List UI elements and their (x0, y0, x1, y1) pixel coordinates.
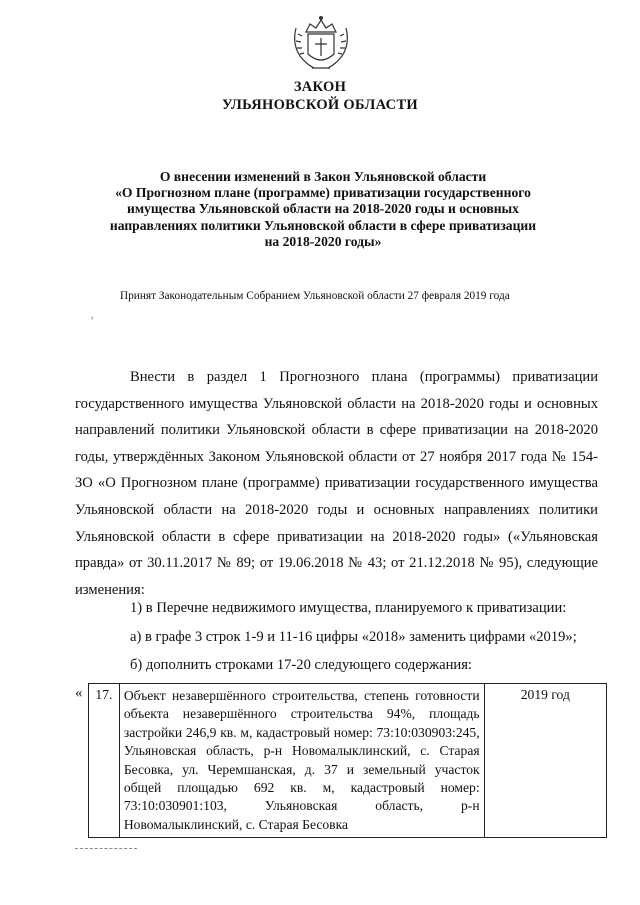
scan-mark: , (91, 310, 94, 321)
law-title-line: на 2018-2020 годы» (264, 233, 382, 249)
property-table (88, 683, 607, 838)
list-item-a: а) в графе 3 строк 1-9 и 11-16 цифры «2018» заменить цифрами «2019»; (130, 629, 577, 645)
law-title-line: «О Прогнозном плане (программе) приватизации государственного (115, 185, 531, 201)
law-title (88, 169, 558, 250)
law-title-line: О внесении изменений в Закон Ульяновской области (159, 169, 487, 184)
row-number: 17. (89, 684, 120, 838)
row-description: Объект незавершённого строительства, степень готовности объекта незавершённого строительства 94%, площадь застройки 246,9 кв. м, кадастровый номер: 73:10:030903:245, Ульяновская область, р-н Новомалыклинский, с. Старая Бесовка, ул. Черемшанская, д. 37 и земельный участок общей площадью 692 кв. м, кадастровый номер: 73:10:030901:103, Ульяновская область, р-н Новомалыклинский, с. Старая Бесовка (119, 684, 484, 838)
list-item-b: б) дополнить строками 17-20 следующего содержания: (130, 657, 472, 673)
list-item-1: 1) в Перечне недвижимого имущества, планируемого к приватизации: (130, 600, 567, 616)
page-edge-mark (75, 848, 137, 849)
issuing-region: УЛЬЯНОВСКОЙ ОБЛАСТИ (221, 97, 419, 113)
law-title-line: имущества Ульяновской области на 2018-2020 годы и основных (127, 201, 519, 217)
document-type: ЗАКОН (293, 79, 347, 95)
coat-of-arms-emblem (290, 10, 352, 74)
table-row (89, 684, 607, 838)
adoption-note: Принят Законодательным Собранием Ульяновской области 27 февраля 2019 года (120, 290, 510, 302)
law-title-line: направлениях политики Ульяновской области в сфере приватизации (109, 217, 537, 233)
opening-quote: « (75, 685, 83, 701)
row-year: 2019 год (484, 684, 606, 838)
main-paragraph: Внести в раздел 1 Прогнозного плана (программы) приватизации государственного имущества Ульяновской области на 2018-2020 годы и основных направлений политики Ульяновской области в сфере приватизации на 2018-2020 годы, утверждённых Законом Ульяновской области от 27 ноября 2017 года № 154-ЗО «О Прогнозном плане (программе) приватизации государственного имущества Ульяновской области на 2018-2020 годы и основных направлениях политики Ульяновской области в сфере приватизации на 2018-2020 годы» («Ульяновская правда» от 30.11.2017 № 89; от 19.06.2018 № 43; от 21.12.2018 № 95), следующие изменения: (75, 369, 598, 598)
body-text (75, 364, 598, 603)
